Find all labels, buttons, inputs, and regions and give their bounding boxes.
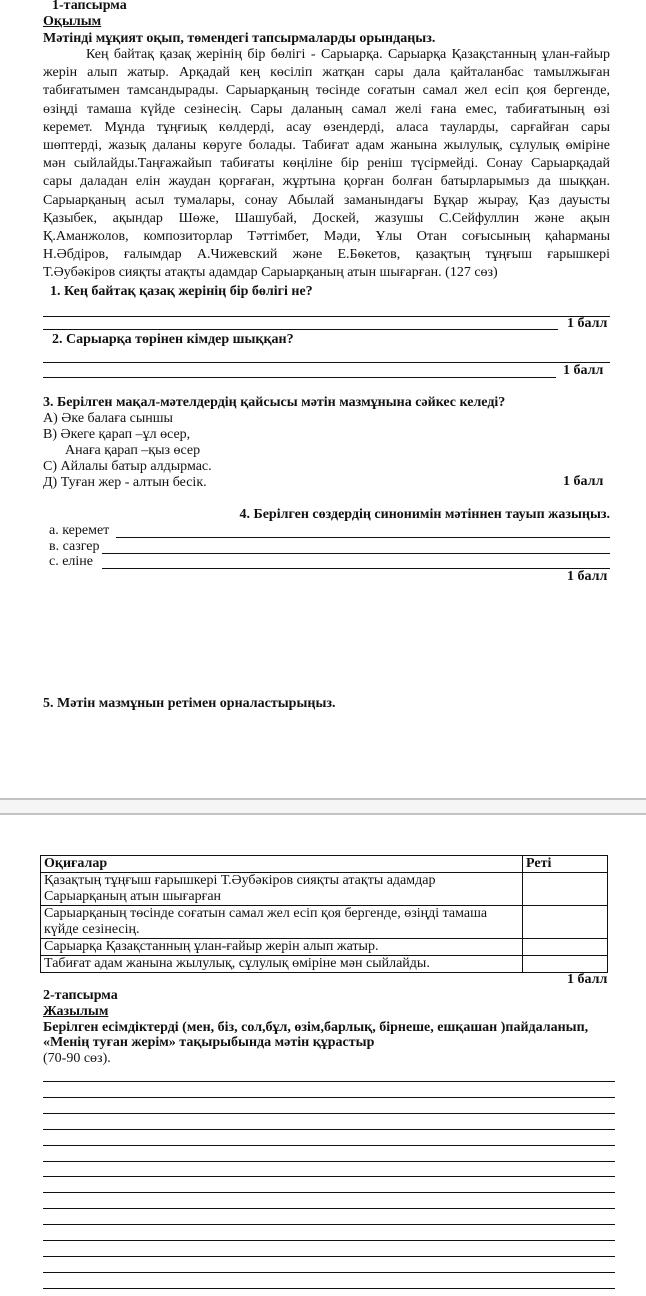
table-header-row: [41, 856, 608, 873]
task2-instruction: Берілген есімдіктерді (мен, біз, сол,бұл, өзім,барлық, бірнеше, ешқашан )пайдаланып,: [43, 1020, 589, 1035]
writing-line[interactable]: [43, 1097, 615, 1098]
writing-line[interactable]: [43, 1192, 615, 1193]
passage-line: табиғатымен тамсандырады. Сарыарқаның төсінде соғатын самал жел есіп қоя бергенде,: [43, 83, 610, 99]
synonym-item-b: в. сазгер: [49, 539, 100, 554]
option-a[interactable]: А) Әке балаға сыншы: [43, 411, 173, 426]
answer-line[interactable]: [43, 329, 558, 330]
writing-line[interactable]: [43, 1113, 615, 1114]
passage-line: Т.Әубәкіров сияқты атақты адамдар Сарыарқаның атын шығарған. (127 сөз): [43, 265, 498, 281]
answer-line[interactable]: [43, 362, 610, 363]
writing-line[interactable]: [43, 1272, 615, 1273]
table-row: [41, 956, 608, 973]
synonym-item-a: а. керемет: [49, 523, 110, 538]
order-cell[interactable]: [523, 939, 608, 956]
word-count: (70-90 сөз).: [43, 1051, 111, 1066]
question-5-score: 1 балл: [567, 972, 608, 987]
table-row: [41, 873, 608, 906]
question-2: 2. Сарыарқа төрінен кімдер шыққан?: [52, 332, 294, 347]
question-4-score: 1 балл: [567, 569, 608, 584]
question-3: 3. Берілген мақал-мәтелдердің қайсысы мәтін мазмұнына сәйкес келеді?: [43, 395, 506, 410]
page-break: [0, 798, 646, 815]
question-1-score: 1 балл: [567, 316, 608, 331]
writing-section-heading: Жазылым: [43, 1004, 109, 1019]
passage-line: шөптерді, жазық даланы көруге болады. Табиғат адам жанына жылулық, сұлулық өміріне: [43, 138, 610, 153]
writing-line[interactable]: [43, 1208, 615, 1209]
writing-line[interactable]: [43, 1129, 615, 1130]
writing-line[interactable]: [43, 1145, 615, 1146]
order-cell[interactable]: [523, 906, 608, 939]
passage-line: мән сыйлайды.Таңғажайып табиғаты көңіліне бір реніш түсірмейді. Сонау Сарыарқадай: [43, 156, 610, 172]
writing-line[interactable]: [43, 1288, 615, 1289]
event-cell: Сарыарқа Қазақстанның ұлан-ғайыр жерін алып жатыр.: [41, 939, 523, 956]
task2-title: 2-тапсырма: [43, 988, 118, 1003]
task2-topic: «Менің туған жерім» тақырыбында мәтін құрастыр: [43, 1035, 375, 1050]
option-c[interactable]: С) Айлалы батыр алдырмас.: [43, 459, 212, 474]
question-1: 1. Кең байтақ қазақ жерінің бір бөлігі не?: [50, 284, 313, 299]
passage-line: сары даладан елін жаудан қорғаған, жұртына қорған болған батырларымыз да шыққан.: [43, 174, 610, 190]
option-b[interactable]: В) Әкеге қарап –ұл өсер,: [43, 427, 191, 442]
answer-line[interactable]: [116, 537, 610, 538]
writing-line[interactable]: [43, 1176, 615, 1177]
synonym-item-c: с. еліне: [49, 554, 94, 569]
column-header-order: Реті: [523, 856, 608, 873]
event-cell: Табиғат адам жанына жылулық, сұлулық өміріне мән сыйлайды.: [41, 956, 523, 973]
task1-instruction: Мәтінді мұқият оқып, төмендегі тапсырмаларды орындаңыз.: [43, 31, 436, 46]
table-row: [41, 906, 608, 939]
event-cell: Қазақтың тұңғыш ғарышкері Т.Әубәкіров сияқты атақты адамдар Сарыарқаның атын шығарған: [41, 873, 523, 906]
passage-line: Н.Әбдіров, ғалымдар А.Чижевский және Е.Бөкетов, қазақтың тұңғыш ғарышкері: [43, 247, 610, 263]
table-row: [41, 939, 608, 956]
passage-line: Кең байтақ қазақ жерінің бір бөлігі - Сарыарқа. Сарыарқа Қазақстанның ұлан-ғайыр: [86, 47, 610, 62]
event-cell: Сарыарқаның төсінде соғатын самал жел есіп қоя бергенде, өзіңді тамаша күйде сезінесің.: [41, 906, 523, 939]
column-header-events: Оқиғалар: [41, 856, 523, 873]
answer-line[interactable]: [43, 316, 610, 317]
writing-line[interactable]: [43, 1161, 615, 1162]
passage-line: өзіңді тамаша күйде сезінесің. Сары даланың самал желі ғана емес, табиғатының өзі: [43, 101, 610, 117]
writing-line[interactable]: [43, 1224, 615, 1225]
option-d[interactable]: Д) Туған жер - алтын бесік.: [43, 475, 207, 490]
question-5: 5. Мәтін мазмұнын ретімен орналастырыңыз.: [43, 696, 336, 711]
writing-line[interactable]: [43, 1240, 615, 1241]
answer-line[interactable]: [102, 553, 610, 554]
passage-line: Қ.Аманжолов, композиторлар Тәттімбет, Мәди, Ұлы Отан соғысының қаһарманы: [43, 229, 610, 244]
writing-line[interactable]: [43, 1081, 615, 1082]
answer-line[interactable]: [43, 377, 556, 378]
passage-line: Қазыбек, ақындар Шөже, Шашубай, Доскей, жазушы С.Сейфуллин және ақын: [43, 210, 610, 226]
ordering-table: [40, 855, 608, 973]
option-b-continued: Анаға қарап –қыз өсер: [65, 443, 201, 458]
question-2-score: 1 балл: [563, 363, 604, 378]
question-4: 4. Берілген сөздердің синонимін мәтіннен тауып жазыңыз.: [239, 507, 610, 522]
order-cell[interactable]: [523, 956, 608, 973]
order-cell[interactable]: [523, 873, 608, 906]
reading-section-heading: Оқылым: [43, 14, 102, 29]
task1-title: 1-тапсырма: [52, 0, 127, 13]
answer-line[interactable]: [102, 568, 610, 569]
question-3-score: 1 балл: [563, 474, 604, 489]
passage-line: Сарыарқаның асыл тумалары, сонау Абылай заманындағы Бұқар жырау, Қаз дауысты: [43, 192, 610, 208]
passage-line: жерін алып жатыр. Арқадай кең көсіліп жатқан сары дала қайталанбас тамылжыған: [43, 65, 610, 81]
passage-line: керемет. Мұнда тұңғиық көлдерді, асау өзендерді, аласа тауларды, сарғайған сары: [43, 119, 610, 135]
writing-line[interactable]: [43, 1256, 615, 1257]
